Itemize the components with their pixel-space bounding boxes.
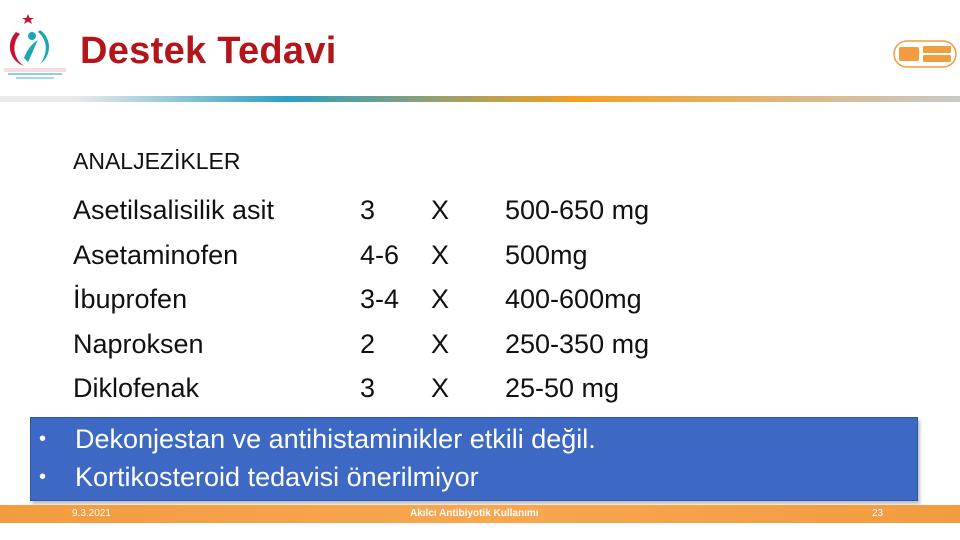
notes-box <box>30 417 918 501</box>
category-heading: ANALJEZİKLER <box>73 148 241 174</box>
drug-dose: 400-600mg <box>505 284 642 314</box>
times-sign: X <box>431 195 450 225</box>
note-item <box>39 424 596 455</box>
drug-frequency: 3 <box>360 373 376 403</box>
note-text: Dekonjestan ve antihistaminikler etkili değil. <box>75 424 596 454</box>
drug-dose: 250-350 mg <box>505 328 650 359</box>
drug-name: Naproksen <box>73 328 204 359</box>
drug-dose: 25-50 mg <box>505 373 620 403</box>
footer-date: 9.3.2021 <box>72 508 111 519</box>
times-sign: X <box>431 328 450 359</box>
times-sign: X <box>431 284 450 314</box>
drug-name: İbuprofen <box>73 284 188 314</box>
bullet-icon: • <box>39 428 47 450</box>
table-row <box>73 277 773 322</box>
table-row <box>73 188 773 233</box>
bullet-icon: • <box>39 466 47 488</box>
page-number: 23 <box>872 508 884 519</box>
times-sign: X <box>431 239 450 270</box>
drug-frequency: 3-4 <box>360 284 400 314</box>
table-row <box>73 322 773 367</box>
drug-frequency: 4-6 <box>360 239 400 270</box>
table-row <box>73 233 773 278</box>
ministry-of-health-logo <box>2 10 68 82</box>
header-divider <box>0 96 960 102</box>
times-sign: X <box>431 373 450 403</box>
drug-frequency: 2 <box>360 328 376 359</box>
page-title: Destek Tedavi <box>80 30 337 72</box>
drug-name: Asetaminofen <box>73 239 239 270</box>
note-text: Kortikosteroid tedavisi önerilmiyor <box>75 462 479 492</box>
table-row <box>73 366 773 411</box>
ilacim-ne-kadar-logo <box>893 40 957 68</box>
drug-name: Diklofenak <box>73 373 200 403</box>
drug-name: Asetilsalisilik asit <box>73 195 275 225</box>
footer-title: Akılcı Antibiyotik Kullanımı <box>410 508 539 519</box>
note-item <box>39 462 479 493</box>
drug-dose: 500-650 mg <box>505 195 650 225</box>
drug-dose: 500mg <box>505 239 588 270</box>
drug-frequency: 3 <box>360 195 376 225</box>
drug-table <box>73 188 773 411</box>
